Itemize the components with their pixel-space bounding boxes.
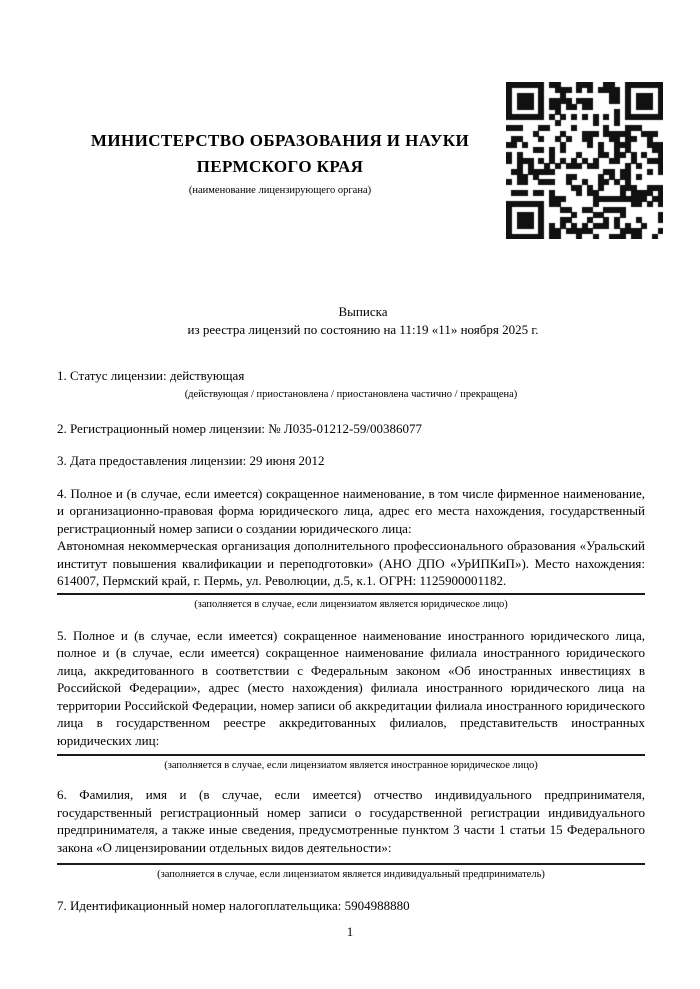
individual-entrepreneur-clause-text: 6. Фамилия, имя и (в случае, если имеется) отчество индивидуального предпринимателя, государственный регистрационный номер записи о государственной регистрации индивидуального предпринимателя, а также иные сведения, предусмотренные пунктом 3 части 1 статьи 15 Федерального закона «О лицензировании отдельных видов деятельности»: (57, 787, 645, 855)
licensing-authority-header (57, 128, 503, 197)
fill-in-line (57, 593, 645, 595)
document-body (57, 300, 645, 915)
fill-in-line (57, 863, 645, 865)
document-title-line2: из реестра лицензий по состоянию на 11:19 «11» ноября 2025 г. (187, 321, 539, 337)
grant-date-text: 3. Дата предоставления лицензии: 29 июня 2012 (57, 453, 325, 468)
fill-in-line (57, 754, 645, 756)
individual-entrepreneur-caption: (заполняется в случае, если лицензиатом является индивидуальный предприниматель) (157, 869, 545, 880)
foreign-entity-clause-text: 5. Полное и (в случае, если имеется) сокращенное наименование иностранного юридического лица, полное и (в случае, если имеется) сокращенное наименование филиала иностранного юридического лица, аккредитованного в соответствии с Федеральным законом «Об иностранных инвестициях в Российской Федерации», адрес (место нахождения) филиала иностранного юридического лица на территории Российской Федерации, номер записи об аккредитации филиала иностранного юридического лица в государственном реестре аккредитованных филиалов, представительств иностранных юридических лиц: (57, 627, 645, 748)
qr-code (506, 82, 663, 239)
legal-entity-caption: (заполняется в случае, если лицензиатом является юридическое лицо) (194, 598, 508, 610)
licensing-authority-caption: (наименование лицензирующего органа) (188, 185, 372, 196)
item-license-status (57, 367, 645, 401)
ministry-name-line2: ПЕРМСКОГО КРАЯ (196, 157, 364, 176)
page-number: 1 (346, 925, 354, 939)
ministry-name-line1: МИНИСТЕРСТВО ОБРАЗОВАНИЯ И НАУКИ (90, 131, 470, 150)
document-title-line1: Выписка (338, 304, 388, 319)
taxpayer-number-text: 7. Идентификационный номер налогоплательщика: 5904988880 (57, 898, 410, 913)
item-taxpayer-number (57, 897, 645, 915)
item-registration-number (57, 420, 645, 438)
item-foreign-entity (57, 627, 645, 773)
item-grant-date (57, 452, 645, 470)
document-title (57, 300, 645, 338)
legal-entity-clause-text: 4. Полное и (в случае, если имеется) сокращенное наименование, в том числе фирменное наименование, и организационно-правовая форма юридического лица, адрес его места нахождения, государственный регистрационный номер записи о создании юридического лица: (57, 485, 645, 536)
license-status-options-caption: (действующая / приостановлена / приостановлена частично / прекращена) (184, 388, 518, 400)
item-individual-entrepreneur (57, 786, 645, 881)
legal-entity-value: Автономная некоммерческая организация дополнительного профессионального образования «Уральский институт повышения квалификации и переподготовки» (АНО ДПО «УрИПКиП»). Место нахождения: 614007, Пермский край, г. Пермь, ул. Революции, д.5, к.1. ОГРН: 1125900001182. (57, 538, 645, 588)
license-status-text: 1. Статус лицензии: действующая (57, 368, 245, 383)
item-legal-entity (57, 485, 645, 611)
registration-number-text: 2. Регистрационный номер лицензии: № Л035-01212-59/00386077 (57, 420, 423, 436)
foreign-entity-caption: (заполняется в случае, если лицензиатом является иностранное юридическое лицо) (164, 760, 538, 771)
